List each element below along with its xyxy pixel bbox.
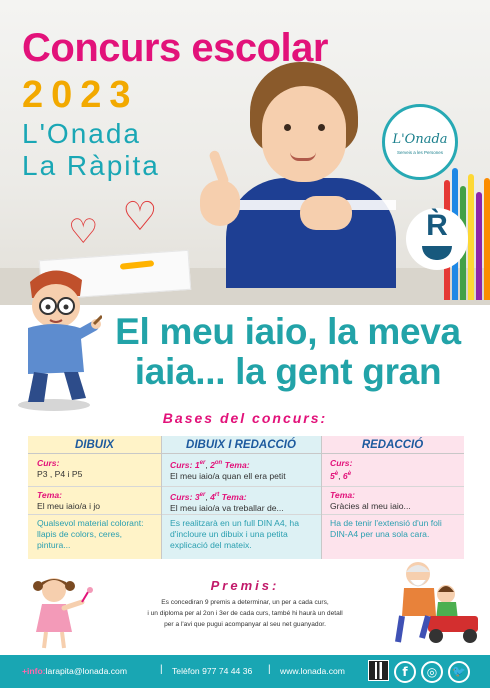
twitter-icon[interactable]: 🐦	[448, 661, 470, 683]
scribble-heart-drawing: ♡	[122, 194, 158, 240]
tema-value: Gràcies al meu iaio...	[330, 501, 411, 511]
footer-separator: |	[160, 664, 163, 675]
boy-face	[262, 86, 346, 182]
curs-tema-cell	[161, 455, 321, 487]
tema-value: El meu iaio/a i jo	[37, 501, 101, 511]
grandparent-with-child-illustration	[388, 558, 480, 648]
footer-website-link[interactable]: www.lonada.com	[280, 666, 345, 676]
hero-banner	[0, 0, 490, 305]
course-ordinal: rt	[214, 492, 220, 498]
course-separator: ,	[338, 470, 343, 481]
course-separator: ,	[205, 491, 211, 502]
scribble-heart-drawing: ♡	[68, 212, 99, 252]
email-link[interactable]: larapita@lonada.com	[45, 666, 127, 676]
column-header-dibuix: DIBUIX	[28, 436, 161, 454]
course-number: 3	[194, 491, 200, 502]
tema-label: Tema:	[221, 491, 247, 502]
tema-label: Tema:	[224, 459, 250, 470]
column-header-dibuix-i-redaccio: DIBUIX I REDACCIÓ	[161, 436, 321, 454]
title-concurs-escolar: Concurs escolar	[22, 26, 328, 70]
tema-cell	[321, 487, 464, 515]
tema-cell	[28, 487, 161, 515]
premis-line: i un diploma per al 2on i 3er de cada curs, també hi haurà un detall	[147, 610, 343, 617]
premis-description	[110, 597, 380, 630]
material-note: Qualsevol material colorant: llapis de colors, ceres, pintura...	[37, 518, 144, 550]
column-dibuix	[28, 436, 161, 559]
course-ordinal: è	[334, 471, 339, 477]
format-note: Es realitzarà en un full DIN A4, ha d'incloure un dibuix i una petita explicació del mateix.	[170, 518, 299, 550]
lonada-logo-name: L'Onada	[392, 132, 448, 147]
boy-illustration	[226, 178, 396, 288]
instagram-icon[interactable]: ◎	[421, 661, 443, 683]
premis-line: per a l'avi que pugui acompanyar al seu net guanyador.	[164, 621, 326, 628]
curs-label: Curs:	[170, 459, 193, 470]
course-number: 5	[330, 470, 335, 481]
headline-line-1: El meu iaio, la meva	[115, 311, 461, 352]
curs-tema-cell	[161, 487, 321, 515]
footer-email[interactable]	[22, 666, 127, 676]
title-lonada: L'Onada	[22, 118, 141, 149]
bases-title: Bases del concurs:	[162, 410, 328, 426]
tema-value: El meu iaio/a quan ell era petit	[170, 470, 286, 481]
tema-value: El meu iaio/a va treballar de...	[170, 502, 284, 513]
length-note: Ha de tenir l'extensió d'un foli DIN-A4 per una sola cara.	[330, 518, 442, 539]
facebook-icon[interactable]: f	[394, 661, 416, 683]
contest-theme-headline	[88, 312, 488, 392]
column-redaccio	[321, 436, 464, 559]
curs-cell	[321, 455, 464, 487]
title-year: 2023	[22, 74, 139, 116]
course-number: 1	[194, 459, 200, 470]
column-divider	[321, 436, 322, 559]
curs-label: Curs:	[330, 458, 353, 468]
qr-code-icon[interactable]	[368, 660, 389, 681]
course-ordinal: er	[199, 460, 206, 466]
title-la-rapita: La Ràpita	[22, 150, 160, 181]
boy-hand	[300, 196, 352, 230]
curs-label: Curs:	[37, 458, 60, 468]
footer-separator: |	[268, 664, 271, 675]
curs-label: Curs:	[170, 491, 193, 502]
premis-line: Es concediran 9 premis a determinar, un per a cada curs,	[161, 599, 329, 606]
course-number: 4	[210, 491, 215, 502]
boy-eye	[284, 124, 291, 131]
course-ordinal: er	[199, 492, 206, 498]
column-divider	[161, 436, 162, 559]
column-dibuix-i-redaccio	[161, 436, 321, 559]
la-rapita-badge-letter: R̀	[426, 209, 448, 242]
title-organizer	[22, 118, 160, 182]
lonada-logo-tagline: Serveis a les Persones	[396, 150, 444, 155]
course-ordinal: è	[347, 471, 352, 477]
tema-label: Tema:	[330, 490, 355, 500]
course-separator: ,	[205, 459, 211, 470]
premis-title: Premis:	[210, 578, 280, 593]
tema-label: Tema:	[37, 490, 62, 500]
curs-cell	[28, 455, 161, 487]
curs-value: P3 , P4 i P5	[37, 469, 83, 479]
boy-eye	[318, 124, 325, 131]
footer-info-prefix: +info:	[22, 666, 46, 676]
column-header-redaccio: REDACCIÓ	[321, 436, 464, 454]
course-number: 2	[210, 459, 215, 470]
course-ordinal: on	[214, 460, 223, 466]
boy-hand	[200, 180, 240, 226]
headline-line-2: iaia... la gent gran	[134, 351, 442, 392]
course-number: 6	[342, 470, 348, 481]
footer-phone[interactable]: Telèfon 977 74 44 36	[172, 666, 253, 676]
